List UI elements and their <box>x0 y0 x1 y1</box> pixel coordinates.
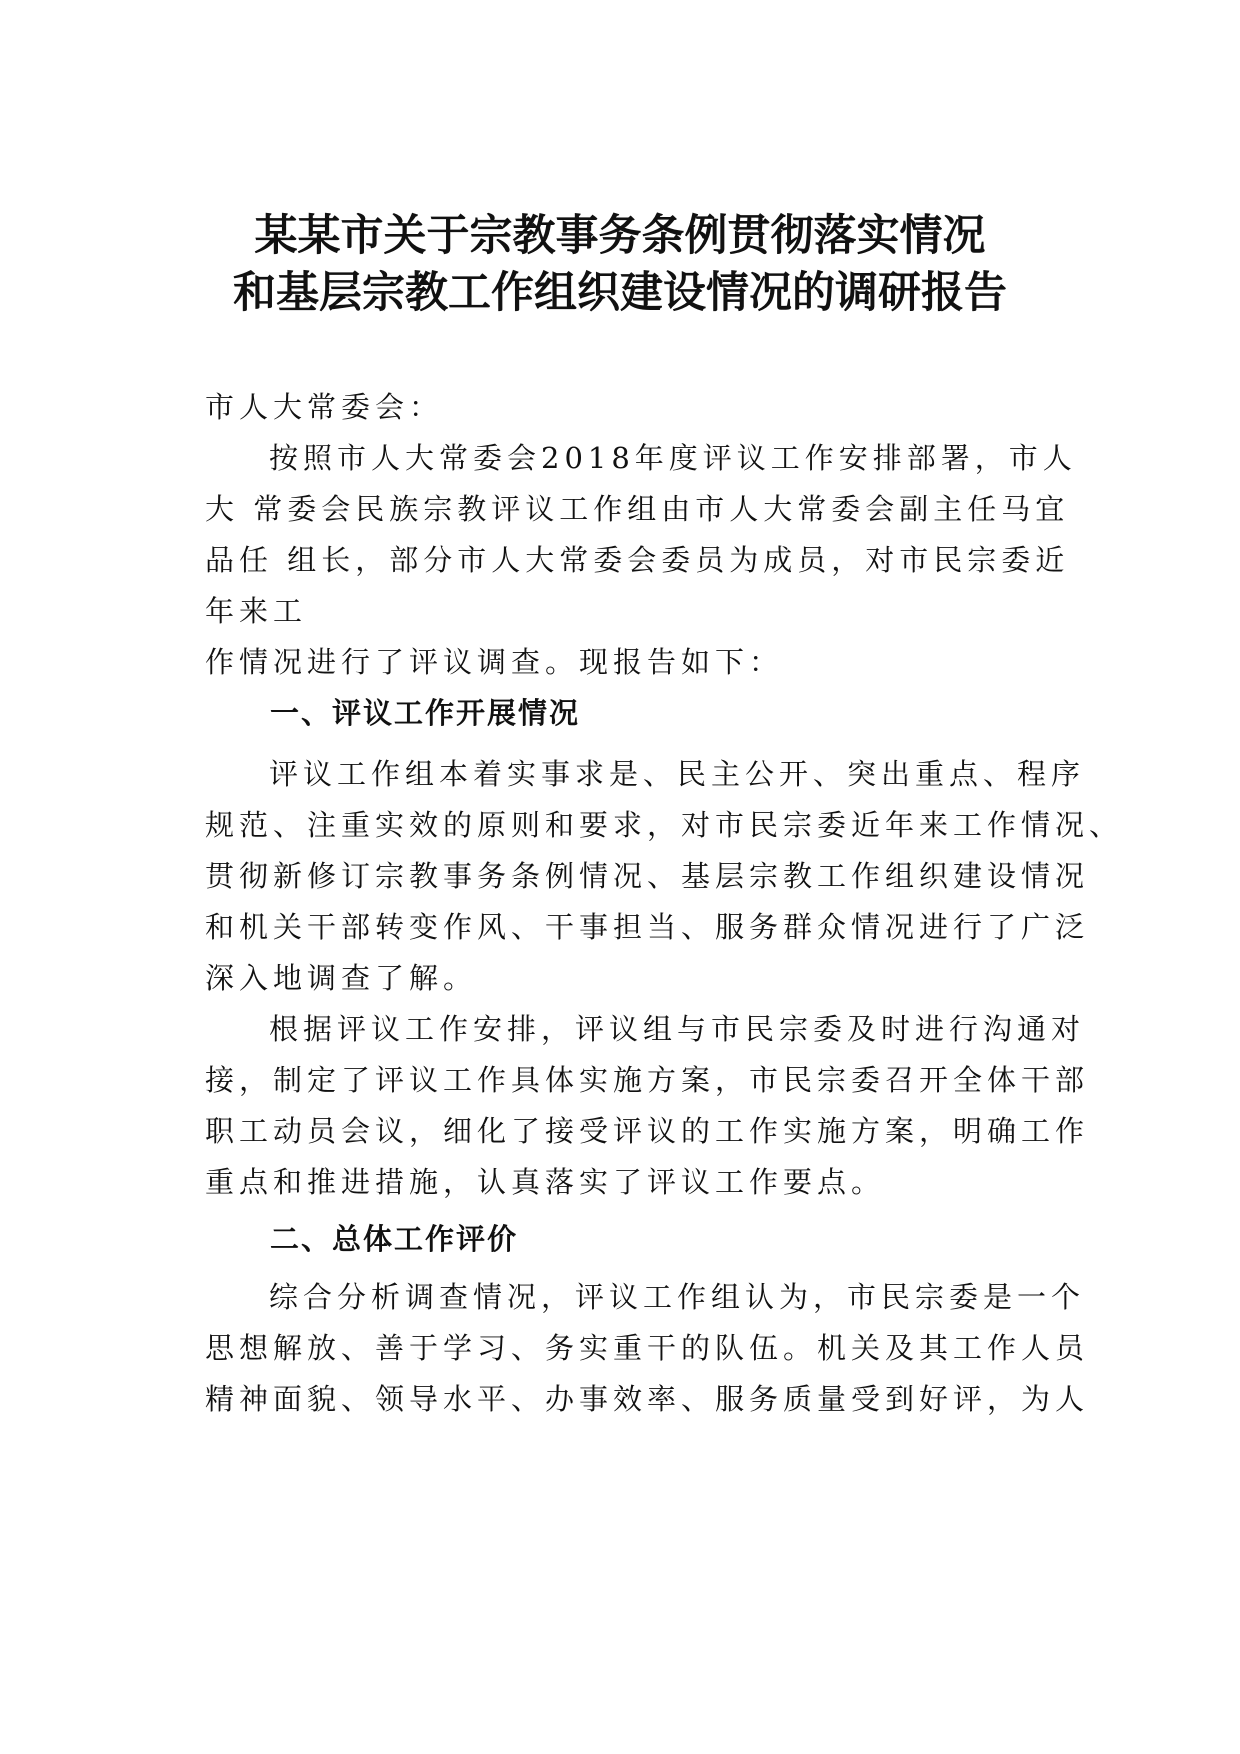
paragraph-line: 按照市人大常委会2018年度评议工作安排部署，市人 <box>269 441 1077 475</box>
salutation-text: 市人大常委会： <box>205 390 444 424</box>
paragraph-line: 思想解放、善于学习、务实重干的队伍。机关及其工作人员 <box>205 1331 1090 1365</box>
paragraph-line: 根据评议工作安排，评议组与市民宗委及时进行沟通对 <box>269 1012 1086 1046</box>
title-line-2: 和基层宗教工作组织建设情况的调研报告 <box>233 268 1007 318</box>
salutation <box>205 382 1075 433</box>
section-heading-1: 一、评议工作开展情况 <box>270 696 581 730</box>
paragraph-line: 和机关干部转变作风、干事担当、服务群众情况进行了广泛 <box>205 910 1090 944</box>
paragraph-line: 品任 组长，部分市人大常委会委员为成员，对市民宗委近 <box>205 543 1070 577</box>
paragraph-line: 综合分析调查情况，评议工作组认为，市民宗委是一个 <box>269 1280 1086 1314</box>
section-heading-2: 二、总体工作评价 <box>270 1222 519 1256</box>
paragraph-intro <box>205 433 1075 688</box>
paragraph-section2 <box>205 1272 1090 1425</box>
title-line-1: 某某市关于宗教事务条例贯彻落实情况 <box>254 211 986 261</box>
paragraph-line: 深入地调查了解。 <box>205 961 478 995</box>
paragraph-line: 评议工作组本着实事求是、民主公开、突出重点、程序 <box>269 757 1086 791</box>
paragraph-line: 作情况进行了评议调查。现报告如下： <box>205 645 784 679</box>
paragraph-line: 贯彻新修订宗教事务条例情况、基层宗教工作组织建设情况 <box>205 859 1090 893</box>
paragraph-line: 重点和推进措施，认真落实了评议工作要点。 <box>205 1165 886 1199</box>
paragraph-line: 接，制定了评议工作具体实施方案，市民宗委召开全体干部 <box>205 1063 1090 1097</box>
paragraph-line: 大 常委会民族宗教评议工作组由市人大常委会副主任马宜 <box>205 492 1070 526</box>
paragraph-line: 规范、注重实效的原则和要求，对市民宗委近年来工作情况、 <box>205 808 1124 842</box>
paragraph-line: 年来工 <box>205 594 308 628</box>
paragraph-line: 职工动员会议，细化了接受评议的工作实施方案，明确工作 <box>205 1114 1090 1148</box>
paragraph-line: 精神面貌、领导水平、办事效率、服务质量受到好评，为人 <box>205 1382 1090 1416</box>
paragraph-section1-a <box>205 749 1124 1004</box>
document-title <box>150 208 1090 322</box>
paragraph-section1-b <box>205 1004 1090 1208</box>
